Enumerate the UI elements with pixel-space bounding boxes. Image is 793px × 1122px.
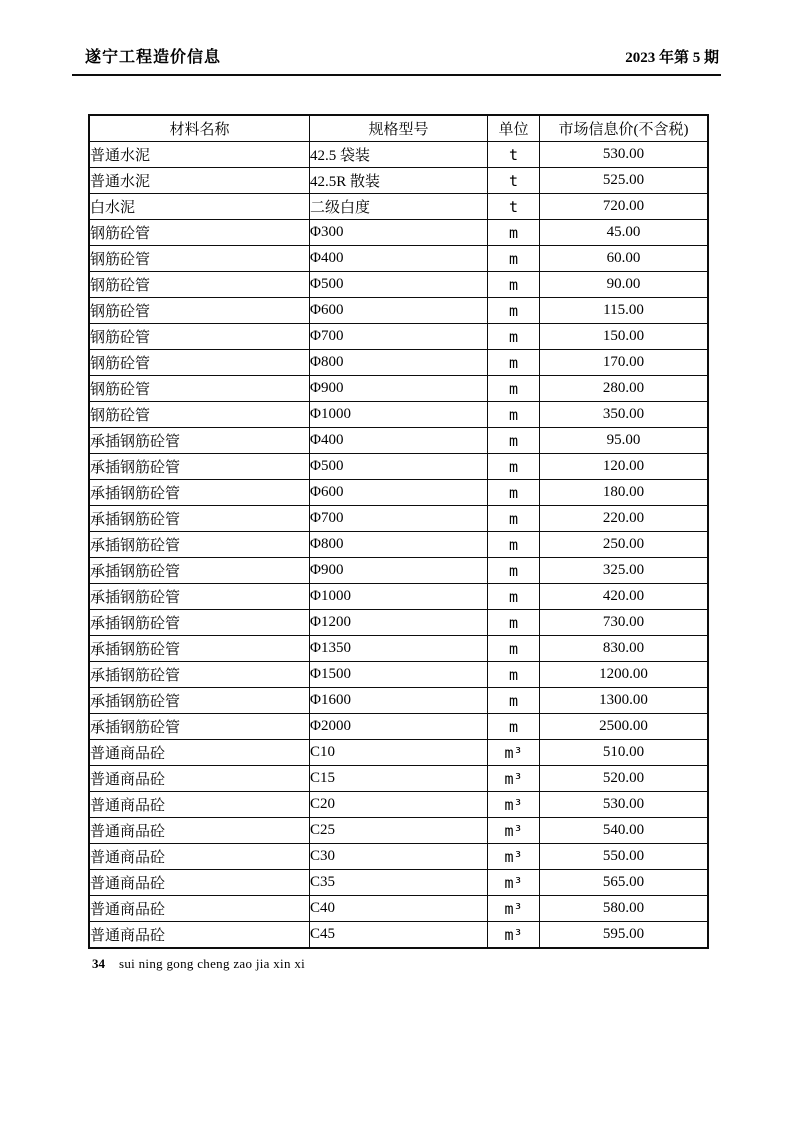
price-cell: 95.00 <box>540 428 709 454</box>
unit-cell: t <box>488 168 540 194</box>
price-cell: 525.00 <box>540 168 709 194</box>
unit-cell: m³ <box>488 896 540 922</box>
unit-cell: m <box>488 558 540 584</box>
material-name-cell: 普通水泥 <box>89 142 310 168</box>
material-name-cell: 承插钢筋砼管 <box>89 662 310 688</box>
spec-cell: 42.5 袋装 <box>310 142 488 168</box>
table-row <box>89 428 708 454</box>
spec-cell: Φ800 <box>310 532 488 558</box>
table-row <box>89 532 708 558</box>
table-row <box>89 506 708 532</box>
material-name-cell: 承插钢筋砼管 <box>89 610 310 636</box>
price-cell: 565.00 <box>540 870 709 896</box>
spec-cell: Φ1200 <box>310 610 488 636</box>
table-row <box>89 662 708 688</box>
price-cell: 350.00 <box>540 402 709 428</box>
table-row <box>89 766 708 792</box>
price-cell: 520.00 <box>540 766 709 792</box>
material-name-cell: 钢筋砼管 <box>89 402 310 428</box>
footer-pinyin: sui ning gong cheng zao jia xin xi <box>119 956 306 971</box>
unit-cell: m³ <box>488 818 540 844</box>
price-cell: 220.00 <box>540 506 709 532</box>
spec-cell: Φ300 <box>310 220 488 246</box>
material-name-cell: 钢筋砼管 <box>89 376 310 402</box>
spec-cell: Φ500 <box>310 272 488 298</box>
unit-cell: m³ <box>488 792 540 818</box>
material-name-cell: 钢筋砼管 <box>89 324 310 350</box>
unit-cell: t <box>488 194 540 220</box>
spec-cell: 二级白度 <box>310 194 488 220</box>
material-name-cell: 普通商品砼 <box>89 896 310 922</box>
spec-cell: Φ1350 <box>310 636 488 662</box>
material-name-cell: 普通商品砼 <box>89 922 310 949</box>
column-header-spec: 规格型号 <box>310 115 488 142</box>
price-cell: 530.00 <box>540 792 709 818</box>
material-name-cell: 普通商品砼 <box>89 792 310 818</box>
unit-cell: m <box>488 376 540 402</box>
spec-cell: C40 <box>310 896 488 922</box>
table-header-row <box>89 115 708 142</box>
table-row <box>89 480 708 506</box>
unit-cell: m <box>488 714 540 740</box>
material-name-cell: 承插钢筋砼管 <box>89 454 310 480</box>
price-cell: 830.00 <box>540 636 709 662</box>
table-row <box>89 688 708 714</box>
spec-cell: Φ1500 <box>310 662 488 688</box>
unit-cell: m³ <box>488 922 540 949</box>
price-cell: 325.00 <box>540 558 709 584</box>
table-row <box>89 454 708 480</box>
price-cell: 1300.00 <box>540 688 709 714</box>
journal-title: 遂宁工程造价信息 <box>85 49 222 66</box>
spec-cell: Φ1000 <box>310 402 488 428</box>
material-name-cell: 承插钢筋砼管 <box>89 532 310 558</box>
unit-cell: t <box>488 142 540 168</box>
material-price-table <box>88 114 709 949</box>
unit-cell: m <box>488 584 540 610</box>
material-name-cell: 普通商品砼 <box>89 844 310 870</box>
spec-cell: C10 <box>310 740 488 766</box>
table-row <box>89 246 708 272</box>
material-name-cell: 承插钢筋砼管 <box>89 636 310 662</box>
spec-cell: Φ1000 <box>310 584 488 610</box>
unit-cell: m <box>488 246 540 272</box>
material-name-cell: 普通商品砼 <box>89 870 310 896</box>
table-row <box>89 584 708 610</box>
spec-cell: Φ400 <box>310 428 488 454</box>
table-row <box>89 896 708 922</box>
price-cell: 580.00 <box>540 896 709 922</box>
spec-cell: C15 <box>310 766 488 792</box>
table-row <box>89 376 708 402</box>
price-table-body <box>89 142 708 949</box>
unit-cell: m <box>488 298 540 324</box>
material-name-cell: 普通商品砼 <box>89 818 310 844</box>
spec-cell: C30 <box>310 844 488 870</box>
price-cell: 45.00 <box>540 220 709 246</box>
unit-cell: m <box>488 454 540 480</box>
table-row <box>89 324 708 350</box>
price-cell: 595.00 <box>540 922 709 949</box>
unit-cell: m³ <box>488 766 540 792</box>
spec-cell: Φ1600 <box>310 688 488 714</box>
table-row <box>89 870 708 896</box>
unit-cell: m <box>488 636 540 662</box>
spec-cell: Φ600 <box>310 298 488 324</box>
price-cell: 250.00 <box>540 532 709 558</box>
spec-cell: Φ400 <box>310 246 488 272</box>
price-cell: 420.00 <box>540 584 709 610</box>
unit-cell: m <box>488 350 540 376</box>
price-cell: 120.00 <box>540 454 709 480</box>
spec-cell: C45 <box>310 922 488 949</box>
column-header-material-name: 材料名称 <box>89 115 310 142</box>
material-name-cell: 白水泥 <box>89 194 310 220</box>
price-cell: 720.00 <box>540 194 709 220</box>
unit-cell: m <box>488 610 540 636</box>
table-row <box>89 922 708 949</box>
table-row <box>89 272 708 298</box>
table-row <box>89 844 708 870</box>
table-row <box>89 402 708 428</box>
spec-cell: C35 <box>310 870 488 896</box>
unit-cell: m <box>488 662 540 688</box>
table-row <box>89 194 708 220</box>
running-head <box>72 44 721 76</box>
unit-cell: m <box>488 402 540 428</box>
price-cell: 90.00 <box>540 272 709 298</box>
material-name-cell: 普通商品砼 <box>89 766 310 792</box>
spec-cell: Φ900 <box>310 376 488 402</box>
material-name-cell: 承插钢筋砼管 <box>89 688 310 714</box>
unit-cell: m <box>488 480 540 506</box>
price-cell: 1200.00 <box>540 662 709 688</box>
material-name-cell: 钢筋砼管 <box>89 272 310 298</box>
material-name-cell: 钢筋砼管 <box>89 298 310 324</box>
price-cell: 150.00 <box>540 324 709 350</box>
spec-cell: Φ2000 <box>310 714 488 740</box>
spec-cell: Φ900 <box>310 558 488 584</box>
page-footer <box>92 956 305 972</box>
spec-cell: 42.5R 散装 <box>310 168 488 194</box>
material-name-cell: 普通水泥 <box>89 168 310 194</box>
unit-cell: m <box>488 532 540 558</box>
table-row <box>89 558 708 584</box>
price-cell: 280.00 <box>540 376 709 402</box>
price-cell: 2500.00 <box>540 714 709 740</box>
material-name-cell: 承插钢筋砼管 <box>89 506 310 532</box>
table-row <box>89 168 708 194</box>
spec-cell: C20 <box>310 792 488 818</box>
column-header-unit: 单位 <box>488 115 540 142</box>
material-name-cell: 钢筋砼管 <box>89 246 310 272</box>
price-cell: 510.00 <box>540 740 709 766</box>
spec-cell: Φ700 <box>310 324 488 350</box>
material-name-cell: 钢筋砼管 <box>89 220 310 246</box>
price-cell: 550.00 <box>540 844 709 870</box>
unit-cell: m <box>488 688 540 714</box>
material-name-cell: 钢筋砼管 <box>89 350 310 376</box>
material-name-cell: 承插钢筋砼管 <box>89 428 310 454</box>
column-header-market-price: 市场信息价(不含税) <box>540 115 709 142</box>
material-name-cell: 承插钢筋砼管 <box>89 584 310 610</box>
spec-cell: Φ700 <box>310 506 488 532</box>
table-row <box>89 350 708 376</box>
table-row <box>89 636 708 662</box>
price-cell: 180.00 <box>540 480 709 506</box>
table-row <box>89 220 708 246</box>
unit-cell: m³ <box>488 844 540 870</box>
table-row <box>89 740 708 766</box>
price-cell: 115.00 <box>540 298 709 324</box>
spec-cell: Φ800 <box>310 350 488 376</box>
material-name-cell: 承插钢筋砼管 <box>89 714 310 740</box>
table-row <box>89 298 708 324</box>
price-cell: 530.00 <box>540 142 709 168</box>
issue-label: 2023 年第 5 期 <box>625 50 719 66</box>
material-name-cell: 承插钢筋砼管 <box>89 480 310 506</box>
material-name-cell: 承插钢筋砼管 <box>89 558 310 584</box>
spec-cell: C25 <box>310 818 488 844</box>
price-cell: 170.00 <box>540 350 709 376</box>
spec-cell: Φ500 <box>310 454 488 480</box>
price-cell: 730.00 <box>540 610 709 636</box>
table-row <box>89 714 708 740</box>
unit-cell: m <box>488 220 540 246</box>
unit-cell: m³ <box>488 740 540 766</box>
price-cell: 540.00 <box>540 818 709 844</box>
table-row <box>89 818 708 844</box>
price-cell: 60.00 <box>540 246 709 272</box>
table-row <box>89 792 708 818</box>
table-row <box>89 610 708 636</box>
unit-cell: m <box>488 272 540 298</box>
unit-cell: m <box>488 428 540 454</box>
unit-cell: m <box>488 324 540 350</box>
table-row <box>89 142 708 168</box>
unit-cell: m <box>488 506 540 532</box>
material-name-cell: 普通商品砼 <box>89 740 310 766</box>
spec-cell: Φ600 <box>310 480 488 506</box>
unit-cell: m³ <box>488 870 540 896</box>
page-number: 34 <box>92 956 105 971</box>
